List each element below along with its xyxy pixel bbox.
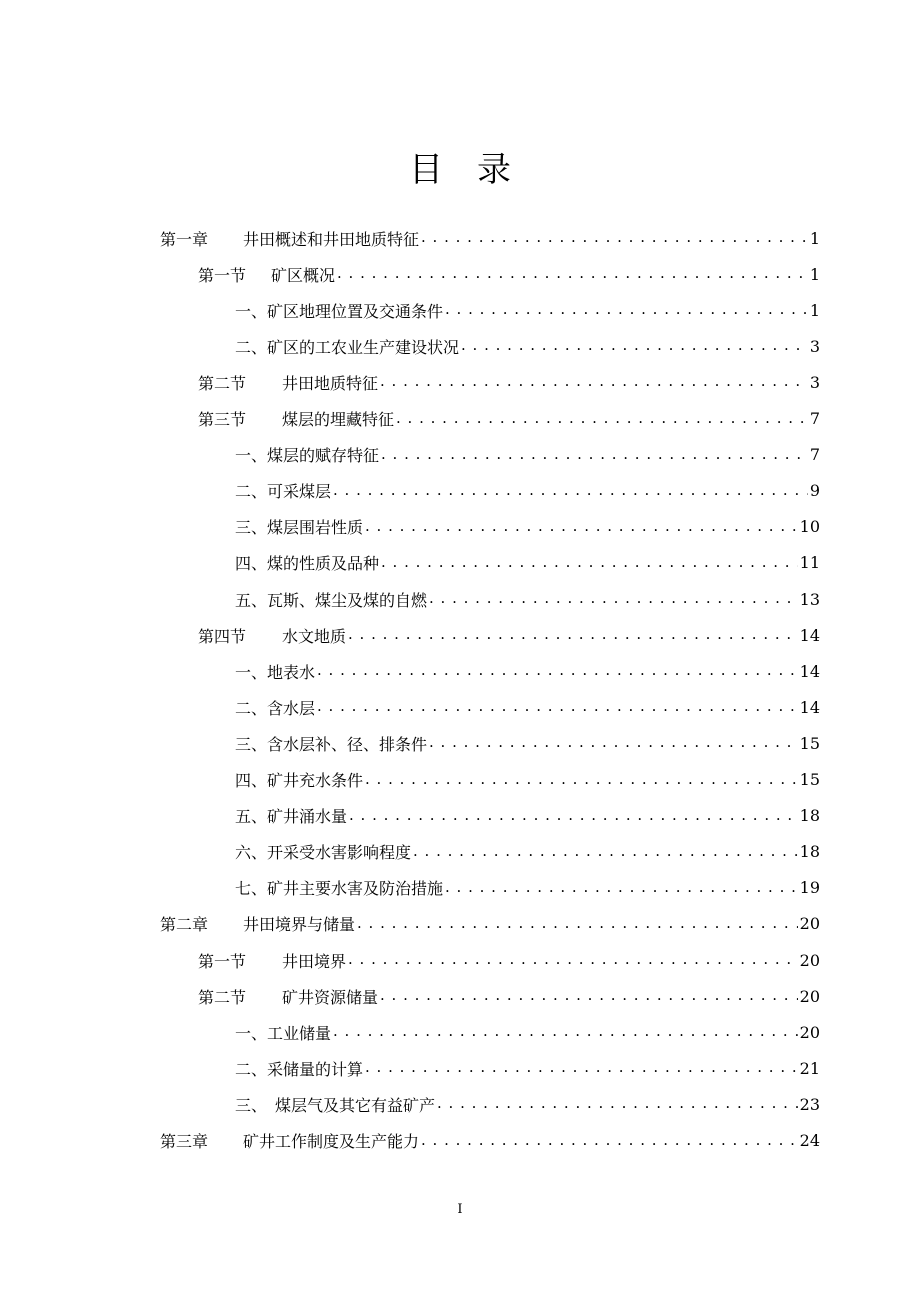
dot-leader bbox=[337, 264, 808, 284]
toc-entry-title: 井田概述和井田地质特征 bbox=[243, 229, 420, 249]
dot-leader bbox=[317, 697, 798, 717]
toc-entry-page: 3 bbox=[809, 336, 820, 356]
toc-entry-title: 一、矿区地理位置及交通条件 bbox=[235, 301, 444, 321]
toc-entry[interactable] bbox=[198, 978, 820, 1014]
toc-entry[interactable] bbox=[235, 725, 820, 761]
toc-entry-number: 第一节 bbox=[198, 951, 247, 971]
toc-entry-page: 14 bbox=[799, 697, 820, 717]
toc-entry-title: 一、地表水 bbox=[235, 662, 316, 682]
dot-leader bbox=[333, 1022, 798, 1042]
dot-leader bbox=[413, 842, 798, 862]
toc-entry[interactable] bbox=[235, 509, 820, 545]
toc-entry-number: 第三章 bbox=[160, 1132, 209, 1151]
toc-entry-page: 20 bbox=[799, 914, 820, 934]
toc-entry-title: 六、开采受水害影响程度 bbox=[235, 843, 412, 863]
toc-entry-title: 一、煤层的赋存特征 bbox=[235, 446, 380, 466]
toc-entry-number: 第一节 bbox=[198, 265, 247, 285]
toc-entry-title: 二、矿区的工农业生产建设状况 bbox=[235, 337, 460, 357]
toc-entry[interactable] bbox=[235, 292, 820, 328]
toc-entry-title: 三、含水层补、径、排条件 bbox=[235, 734, 428, 754]
toc-entry-title: 三、 煤层气及其它有益矿产 bbox=[235, 1095, 436, 1115]
dot-leader bbox=[445, 300, 808, 320]
dot-leader bbox=[357, 914, 798, 934]
dot-leader bbox=[333, 481, 808, 501]
dot-leader bbox=[365, 1058, 798, 1078]
toc-entry-title: 五、瓦斯、煤尘及煤的自燃 bbox=[235, 590, 428, 610]
dot-leader bbox=[437, 1094, 798, 1114]
toc-entry[interactable] bbox=[235, 762, 820, 798]
toc-entry-page: 10 bbox=[799, 517, 820, 537]
dot-leader bbox=[365, 770, 798, 790]
dot-leader bbox=[429, 589, 798, 609]
dot-leader bbox=[365, 517, 798, 537]
toc-entry-page: 21 bbox=[799, 1058, 820, 1078]
toc-entry-title: 七、矿井主要水害及防治措施 bbox=[235, 879, 444, 899]
toc-entry[interactable] bbox=[160, 906, 820, 942]
toc-entry[interactable] bbox=[160, 220, 820, 256]
toc-entry-page: 20 bbox=[799, 950, 820, 970]
toc-entry[interactable] bbox=[235, 1086, 820, 1122]
toc-entry[interactable] bbox=[235, 328, 820, 364]
toc-entry[interactable] bbox=[235, 545, 820, 581]
toc-entry[interactable] bbox=[235, 689, 820, 725]
dot-leader bbox=[381, 553, 798, 573]
toc-entry[interactable] bbox=[198, 942, 820, 978]
toc-entry-number: 第二节 bbox=[198, 373, 247, 393]
toc-entry[interactable] bbox=[235, 1014, 820, 1050]
toc-entry-title: 井田境界与储量 bbox=[243, 915, 356, 935]
toc-entry-page: 18 bbox=[799, 842, 820, 862]
toc-entry[interactable] bbox=[198, 256, 820, 292]
toc-entry[interactable] bbox=[235, 437, 820, 473]
toc-entry-page: 7 bbox=[809, 409, 820, 428]
toc-entry-page: 11 bbox=[799, 553, 820, 573]
toc-entry-title: 三、煤层围岩性质 bbox=[235, 518, 364, 538]
toc-entry-page: 1 bbox=[809, 264, 820, 284]
toc-entry-title: 煤层的埋藏特征 bbox=[282, 410, 395, 429]
toc-entry-title: 水文地质 bbox=[282, 626, 347, 646]
toc-entry-page: 15 bbox=[799, 770, 820, 789]
dot-leader bbox=[445, 878, 798, 898]
dot-leader bbox=[396, 409, 808, 429]
toc-entry[interactable] bbox=[235, 870, 820, 906]
toc-entry[interactable] bbox=[198, 401, 820, 437]
toc-entry-title: 四、煤的性质及品种 bbox=[235, 554, 380, 574]
toc-entry-page: 18 bbox=[799, 806, 820, 826]
toc-entry-page: 14 bbox=[799, 661, 820, 681]
toc-entry-title: 井田地质特征 bbox=[282, 373, 379, 393]
dot-leader bbox=[461, 336, 808, 356]
toc-entry-title: 矿井资源储量 bbox=[282, 987, 379, 1007]
toc-entry-title: 四、矿井充水条件 bbox=[235, 771, 364, 790]
dot-leader bbox=[349, 806, 798, 826]
toc-entry[interactable] bbox=[198, 617, 820, 653]
toc-entry-page: 1 bbox=[809, 228, 820, 248]
toc-entry-page: 1 bbox=[809, 300, 820, 320]
toc-entry[interactable] bbox=[235, 1050, 820, 1086]
page-number: I bbox=[457, 1202, 463, 1217]
toc-entry-title: 矿区概况 bbox=[271, 265, 336, 285]
toc-entry-page: 23 bbox=[799, 1094, 820, 1114]
toc-entry-number: 第三节 bbox=[198, 410, 247, 429]
toc-entry-page: 15 bbox=[799, 733, 820, 753]
dot-leader bbox=[380, 986, 798, 1006]
toc-entry-page: 13 bbox=[799, 589, 820, 609]
dot-leader bbox=[381, 445, 808, 465]
dot-leader bbox=[348, 625, 798, 645]
dot-leader bbox=[317, 661, 798, 681]
toc-entry[interactable] bbox=[235, 834, 820, 870]
toc-entry-page: 19 bbox=[799, 878, 820, 898]
toc-entry[interactable] bbox=[160, 1123, 820, 1159]
toc-entry-title: 五、矿井涌水量 bbox=[235, 807, 348, 827]
page-title: 目录 bbox=[409, 150, 545, 190]
toc-entry-number: 第二章 bbox=[160, 915, 209, 935]
toc-entry-number: 第二节 bbox=[198, 987, 247, 1007]
toc-entry[interactable] bbox=[235, 581, 820, 617]
dot-leader bbox=[421, 228, 808, 248]
toc-entry[interactable] bbox=[235, 473, 820, 509]
dot-leader bbox=[348, 950, 798, 970]
toc-entry-page: 24 bbox=[799, 1131, 820, 1150]
dot-leader bbox=[421, 1131, 798, 1151]
toc-entry[interactable] bbox=[198, 364, 820, 400]
toc-entry-page: 14 bbox=[799, 625, 820, 645]
toc-entry-title: 二、含水层 bbox=[235, 698, 316, 718]
toc-entry-title: 矿井工作制度及生产能力 bbox=[243, 1132, 420, 1151]
toc-entry-number: 第四节 bbox=[198, 626, 247, 646]
toc-entry-page: 9 bbox=[809, 481, 820, 501]
toc-entry-number: 第一章 bbox=[160, 229, 209, 249]
toc-entry[interactable] bbox=[235, 653, 820, 689]
toc-entry-page: 20 bbox=[799, 1022, 820, 1042]
dot-leader bbox=[429, 733, 798, 753]
toc-entry-title: 井田境界 bbox=[282, 951, 347, 971]
dot-leader bbox=[380, 372, 808, 392]
toc-entry-title: 二、可采煤层 bbox=[235, 482, 332, 502]
toc-entry-title: 二、采储量的计算 bbox=[235, 1059, 364, 1079]
toc-entry-page: 3 bbox=[809, 372, 820, 392]
toc-entry-page: 7 bbox=[809, 445, 820, 465]
toc-entry-title: 一、工业储量 bbox=[235, 1023, 332, 1043]
toc-entry-page: 20 bbox=[799, 986, 820, 1006]
toc-entry[interactable] bbox=[235, 798, 820, 834]
